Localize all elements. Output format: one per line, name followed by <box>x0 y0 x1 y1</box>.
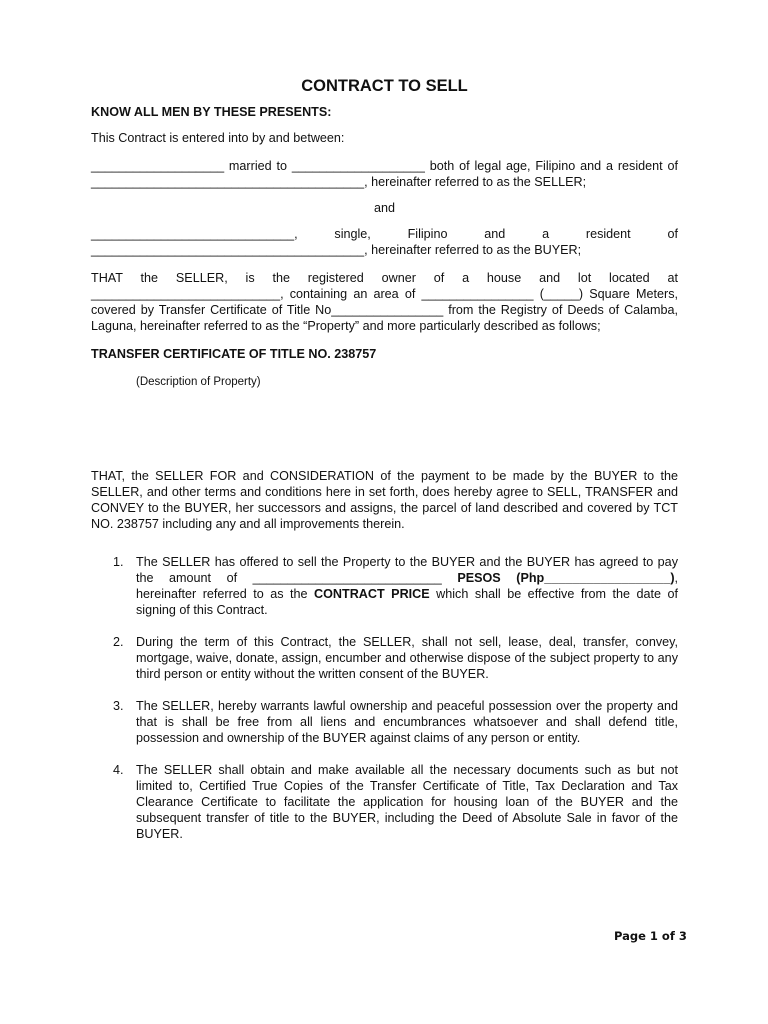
list-item-text: The SELLER, hereby warrants lawful ownership and peaceful possession over the property and that is shall be free from all liens and encumbrances whatsoever and shall defend title, possession and ownership of the BUYER against claims of any person or entity. <box>136 699 678 745</box>
list-item <box>91 698 678 746</box>
buyer-party-line-1 <box>91 226 678 242</box>
buyer-party-paragraph <box>91 226 678 258</box>
list-item-number: 1. <box>113 555 124 569</box>
php-amount-blank: (Php__________________) <box>516 571 675 585</box>
and-text: and <box>373 201 395 215</box>
buyer-party-line-2: _______________________________________, hereinafter referred to as the BUYER; <box>91 243 582 257</box>
intro-paragraph: This Contract is entered into by and between: <box>91 131 345 145</box>
pesos-label: PESOS <box>457 571 501 585</box>
seller-party-paragraph: ___________________ married to ___________________ both of legal age, Filipino and a resident of _______________________________________, hereinafter referred to as the SELLER; <box>91 159 678 189</box>
list-item-text: The SELLER shall obtain and make available all the necessary documents such as but not limited to, Certified True Copies of the Transfer Certificate of Title, Tax Declaration and Tax Clearance Certificate to facilitate the application for housing loan of the BUYER and the subsequent transfer of title to the BUYER, including the Deed of Absolute Sale in favor of the BUYER. <box>136 763 678 841</box>
document-title: CONTRACT TO SELL <box>301 77 468 95</box>
know-all-heading: KNOW ALL MEN BY THESE PRESENTS: <box>91 105 332 119</box>
list-item-number: 4. <box>113 763 124 777</box>
buyer-word: and <box>484 227 506 241</box>
buyer-blank: _____________________________, <box>91 227 298 241</box>
buyer-word: Filipino <box>407 227 448 241</box>
list-item-text: , hereinafter referred to as the <box>136 571 679 601</box>
document-body <box>91 78 678 842</box>
list-item-text: The SELLER has offered to sell the Property to the BUYER and the BUYER has agreed to pay the amount of ___________________________ <box>136 555 678 585</box>
list-item-number: 2. <box>113 635 124 649</box>
list-item <box>91 634 678 682</box>
list-item <box>91 554 678 618</box>
contract-price-label: CONTRACT PRICE <box>314 587 430 601</box>
buyer-word: of <box>667 227 678 241</box>
list-item-number: 3. <box>113 699 124 713</box>
property-description: (Description of Property) <box>136 376 261 388</box>
list-item-text: which shall be effective from the date of signing of this Contract. <box>136 587 678 617</box>
buyer-word: resident <box>585 227 631 241</box>
terms-list <box>91 554 678 842</box>
list-item <box>91 762 678 842</box>
page-number: Page 1 of 3 <box>614 929 687 943</box>
buyer-word: a <box>542 227 550 241</box>
list-item-text: During the term of this Contract, the SELLER, shall not sell, lease, deal, transfer, convey, mortgage, waive, donate, assign, encumber and otherwise dispose of the subject property to any third person or entity without the written consent of the BUYER. <box>136 635 678 681</box>
that-seller-paragraph: THAT the SELLER, is the registered owner of a house and lot located at ___________________________, containing an area of ________________ (_____) Square Meters, covered by Transfer Certificate of Title No________________ from the Registry of Deeds of Calamba, Laguna, hereinafter referred to as the “Property” and more particularly described as follows; <box>91 271 678 333</box>
consideration-paragraph: THAT, the SELLER FOR and CONSIDERATION of the payment to be made by the BUYER to the SELLER, and other terms and conditions here in set forth, does hereby agree to SELL, TRANSFER and CONVEY to the BUYER, her successors and assigns, the parcel of land described and covered by TCT NO. 238757 including any and all improvements therein. <box>91 469 678 531</box>
buyer-word: single, <box>334 227 371 241</box>
tct-heading: TRANSFER CERTIFICATE OF TITLE NO. 238757 <box>91 347 377 361</box>
